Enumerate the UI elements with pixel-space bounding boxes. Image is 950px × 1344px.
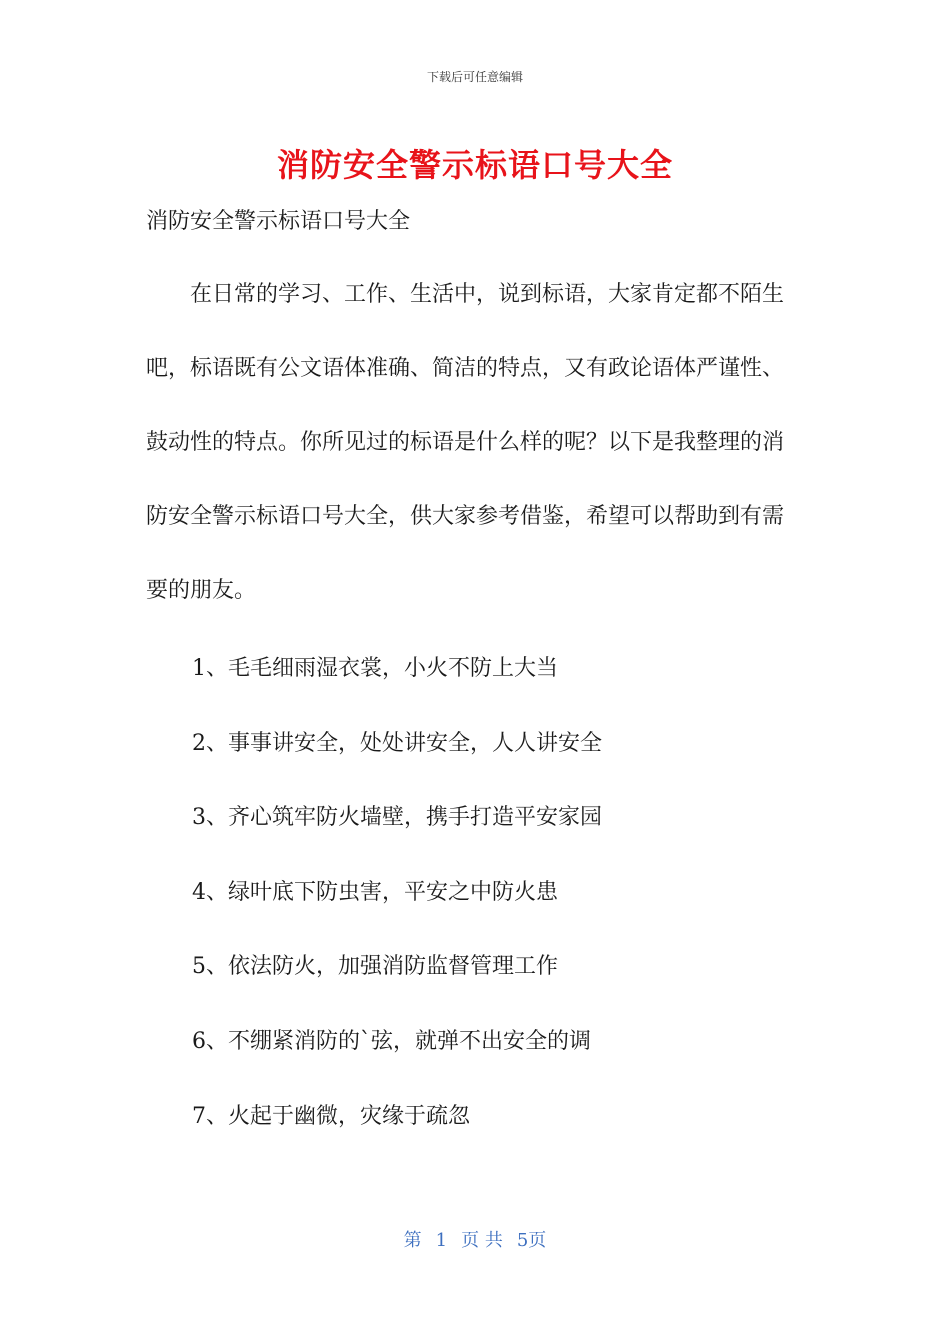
document-subtitle: 消防安全警示标语口号大全 xyxy=(146,209,411,234)
intro-paragraph: 在日常的学习、工作、生活中，说到标语，大家肯定都不陌生吧，标语既有公文语体准确、简洁的特点，又有政论语体严谨性、鼓动性的特点。你所见过的标语是什么样的呢？以下是我整理的消防安全警示标语口号大全，供大家参考借鉴，希望可以帮助到有需要的朋友。 xyxy=(146,282,785,603)
page-total: 5页 xyxy=(516,1230,547,1251)
slogan-list xyxy=(192,632,602,1154)
page-mid: 页 共 xyxy=(461,1230,503,1251)
page-current: 1 xyxy=(435,1230,448,1251)
slogan-item: 5、依法防火，加强消防监督管理工作 xyxy=(192,954,558,980)
document-title: 消防安全警示标语口号大全 xyxy=(276,146,673,184)
page-prefix: 第 xyxy=(403,1230,422,1251)
slogan-item: 4、绿叶底下防虫害，平安之中防火患 xyxy=(192,879,558,905)
slogan-item: 3、齐心筑牢防火墙壁，携手打造平安家园 xyxy=(192,805,602,831)
slogan-item: 2、事事讲安全，处处讲安全，人人讲安全 xyxy=(192,730,602,756)
page-footer xyxy=(0,1226,950,1252)
slogan-item: 6、不绷紧消防的`弦，就弹不出安全的调 xyxy=(192,1028,591,1054)
slogan-item: 7、火起于幽微，灾缘于疏忽 xyxy=(192,1103,470,1129)
header-note: 下载后可任意编辑 xyxy=(426,70,523,84)
slogan-item: 1、毛毛细雨湿衣裳，小火不防上大当 xyxy=(192,656,558,681)
